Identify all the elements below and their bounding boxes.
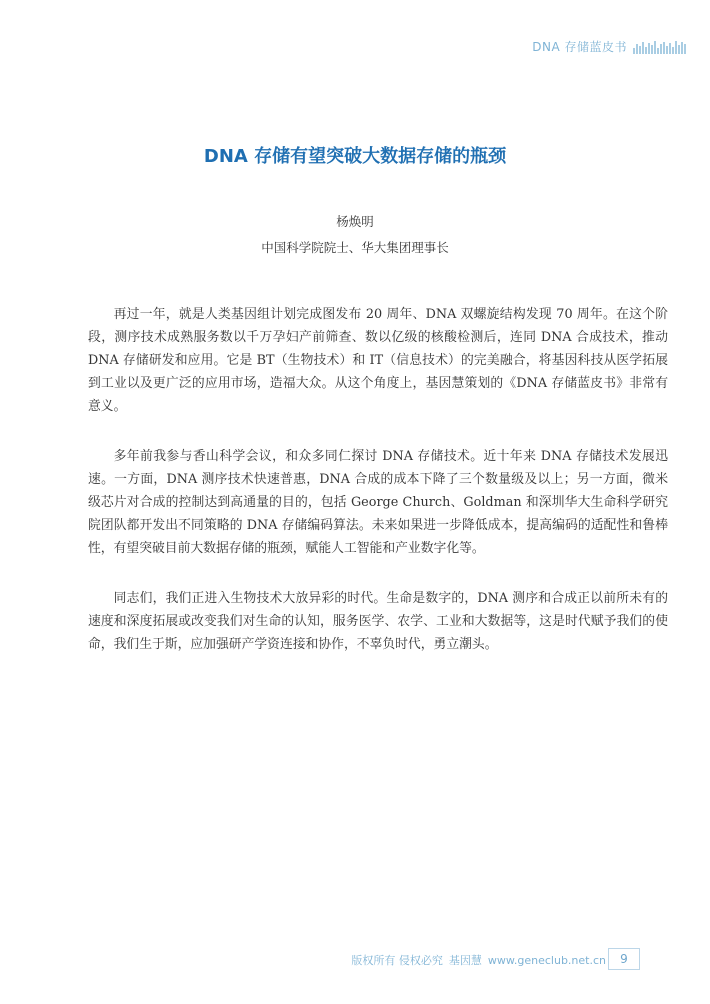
article-title: DNA 存储有望突破大数据存储的瓶颈 xyxy=(203,146,507,167)
paragraph-3: 同志们，我们正进入生物技术大放异彩的时代。生命是数字的，DNA 测序和合成正以前所未有的速度和深度拓展或改变我们对生命的认知，服务医学、农学、工业和大数据等，这是时代赋予我们的使命，我们生于斯，应加强研产学资连接和协作，不辜负时代，勇立潮头。 xyxy=(88,591,668,652)
page-header xyxy=(532,38,686,55)
footer-url: www.geneclub.net.cn xyxy=(487,953,606,967)
paragraph-2: 多年前我参与香山科学会议，和众多同仁探讨 DNA 存储技术。近十年来 DNA 存储技术发展迅速。一方面，DNA 测序技术快速普惠，DNA 合成的成本下降了三个数量级及以上；另一方面，微米级芯片对合成的控制达到高通量的目的，包括 George Church、Goldman 和深圳华大生命科学研究院团队都开发出不同策略的 DNA 存储编码算法。未来如果进一步降低成本，提高编码的适配性和鲁棒性，有望突破目前大数据存储的瓶颈，赋能人工智能和产业数字化等。 xyxy=(88,449,668,556)
page-number: 9 xyxy=(608,948,640,970)
author-affiliation: 中国科学院院士、华大集团理事长 xyxy=(261,240,449,255)
paragraph-1: 再过一年，就是人类基因组计划完成图发布 20 周年、DNA 双螺旋结构发现 70 周年。在这个阶段，测序技术成熟服务数以千万孕妇产前筛查、数以亿级的核酸检测后，连同 DNA 合成技术，推动 DNA 存储研发和应用。它是 BT（生物技术）和 IT（信息技术）的完美融合，将基因科技从医学拓展到工业以及更广泛的应用市场，造福大众。从这个角度上，基因慧策划的《DNA 存储蓝皮书》非常有意义。 xyxy=(88,307,668,414)
barcode-decoration-icon xyxy=(633,40,686,54)
header-title: DNA 存储蓝皮书 xyxy=(532,40,627,54)
page-footer xyxy=(351,952,606,968)
footer-brand: 基因慧 xyxy=(448,954,482,967)
author-name: 杨焕明 xyxy=(336,214,374,229)
footer-copyright: 版权所有 侵权必究 xyxy=(351,954,443,967)
article-body xyxy=(88,303,668,683)
